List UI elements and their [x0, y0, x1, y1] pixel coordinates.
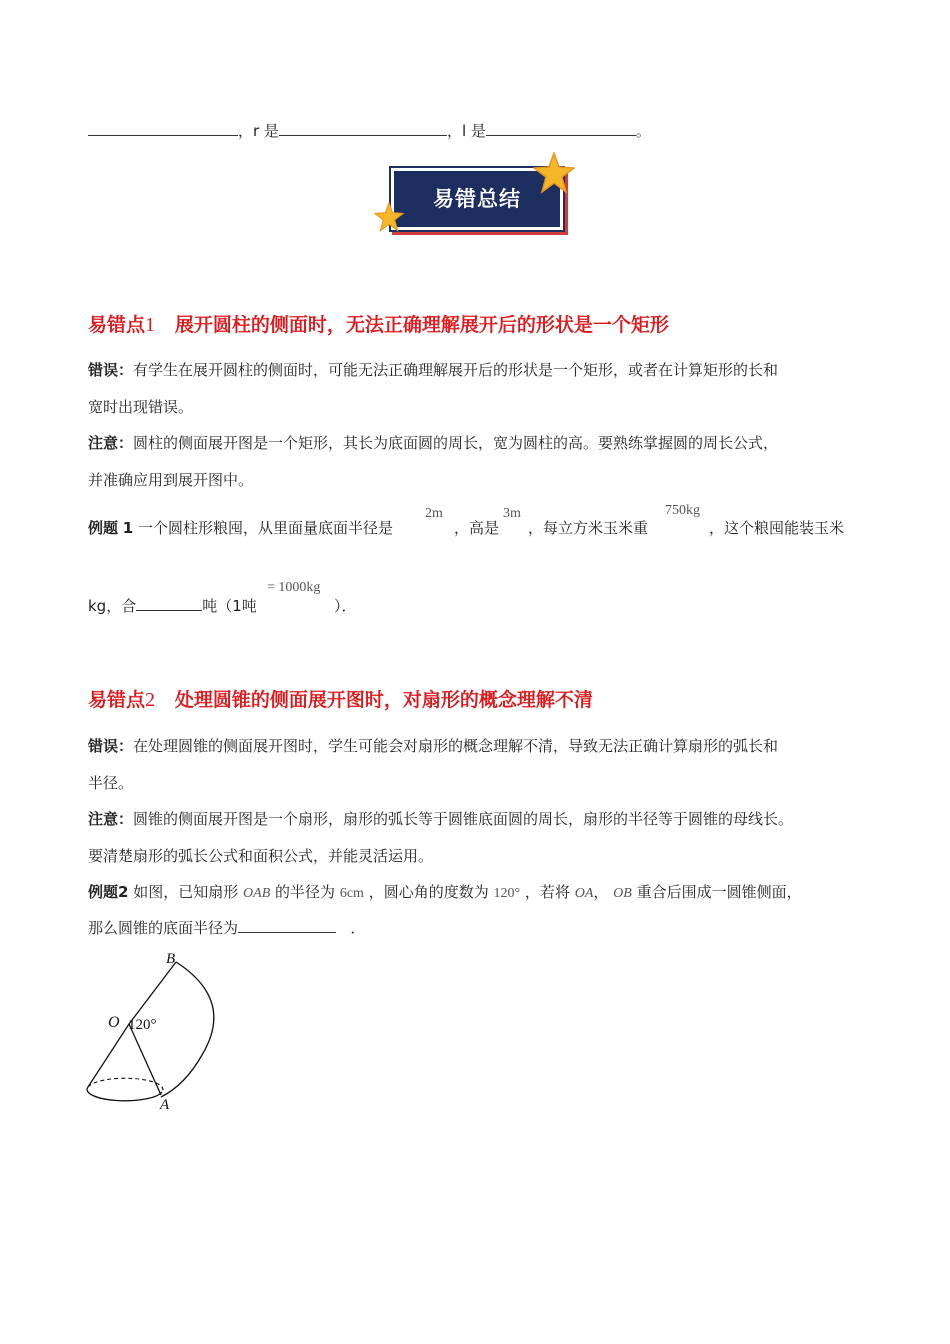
- answer-blank: [238, 918, 336, 933]
- example-2-line-1: 例题2 如图，已知扇形 OAB 的半径为 6cm ，圆心角的度数为 120° ，若将 OA， OB 重合后围成一圆锥侧面，: [88, 883, 802, 901]
- heading-title: 处理圆锥的侧面展开图时，对扇形的概念理解不清: [174, 689, 593, 711]
- heading-title: 展开圆柱的侧面时，无法正确理解展开后的形状是一个矩形: [174, 314, 669, 336]
- cone-sector-figure: [80, 945, 230, 1115]
- label-o: O: [108, 1014, 120, 1031]
- section-heading-2: 易错点2 处理圆锥的侧面展开图时，对扇形的概念理解不清: [88, 689, 593, 711]
- answer-blank: [88, 121, 238, 136]
- answer-blank: [279, 121, 447, 136]
- fill-in-line: ，r 是 ，l 是 。: [88, 120, 651, 141]
- math-height: 3m: [503, 506, 521, 521]
- math-conversion: = 1000kg: [267, 580, 321, 595]
- example-1-line-2: kg，合 吨（1吨: [88, 597, 257, 615]
- star-icon: [533, 152, 575, 194]
- math-radius: 2m: [425, 506, 443, 521]
- note-paragraph: 注意：圆柱的侧面展开图是一个矩形，其长为底面圆的周长，宽为圆柱的高。要熟练掌握圆的周长公式， 并准确应用到展开图中。: [88, 434, 779, 489]
- r-label: ，r 是: [238, 122, 279, 140]
- example-1-line-1: 例题 1 一个圆柱形粮囤，从里面量底面半径是: [88, 519, 394, 537]
- segment-ob: [129, 962, 176, 1024]
- answer-blank: [136, 596, 202, 611]
- base-front: [87, 1087, 162, 1101]
- math-sector: OAB: [243, 886, 271, 901]
- math-radius: 6cm: [339, 886, 364, 901]
- example-2-line-2: 那么圆锥的底面半径为 ．: [88, 919, 366, 937]
- banner-title: 易错总结: [433, 187, 521, 211]
- cone-edge-right: [129, 1024, 161, 1095]
- section-heading-1: 易错点1 展开圆柱的侧面时，无法正确理解展开后的形状是一个矩形: [88, 314, 669, 336]
- error-paragraph: 错误：有学生在展开圆柱的侧面时，可能无法正确理解展开后的形状是一个矩形，或者在计算矩形的长和 宽时出现错误。: [88, 361, 779, 416]
- math-angle: 120°: [493, 886, 521, 901]
- note-paragraph: 注意：圆锥的侧面展开图是一个扇形，扇形的弧长等于圆锥底面圆的周长，扇形的半径等于圆锥的母线长。 要清楚扇形的弧长公式和面积公式，并能灵活运用。: [88, 810, 794, 865]
- label-angle: 120°: [128, 1017, 157, 1033]
- error-paragraph: 错误：在处理圆锥的侧面展开图时，学生可能会对扇形的概念理解不清，导致无法正确计算扇形的弧长和 半径。: [88, 737, 779, 792]
- label-a: A: [160, 1097, 170, 1113]
- star-icon: [374, 202, 404, 232]
- cone-edge-left: [88, 1024, 129, 1087]
- label-b: B: [166, 951, 176, 967]
- math-weight: 750kg: [665, 503, 700, 518]
- base-back: [88, 1078, 163, 1092]
- answer-blank: [486, 121, 636, 136]
- l-label: ，l 是: [446, 122, 486, 140]
- sector-arc: [161, 962, 214, 1097]
